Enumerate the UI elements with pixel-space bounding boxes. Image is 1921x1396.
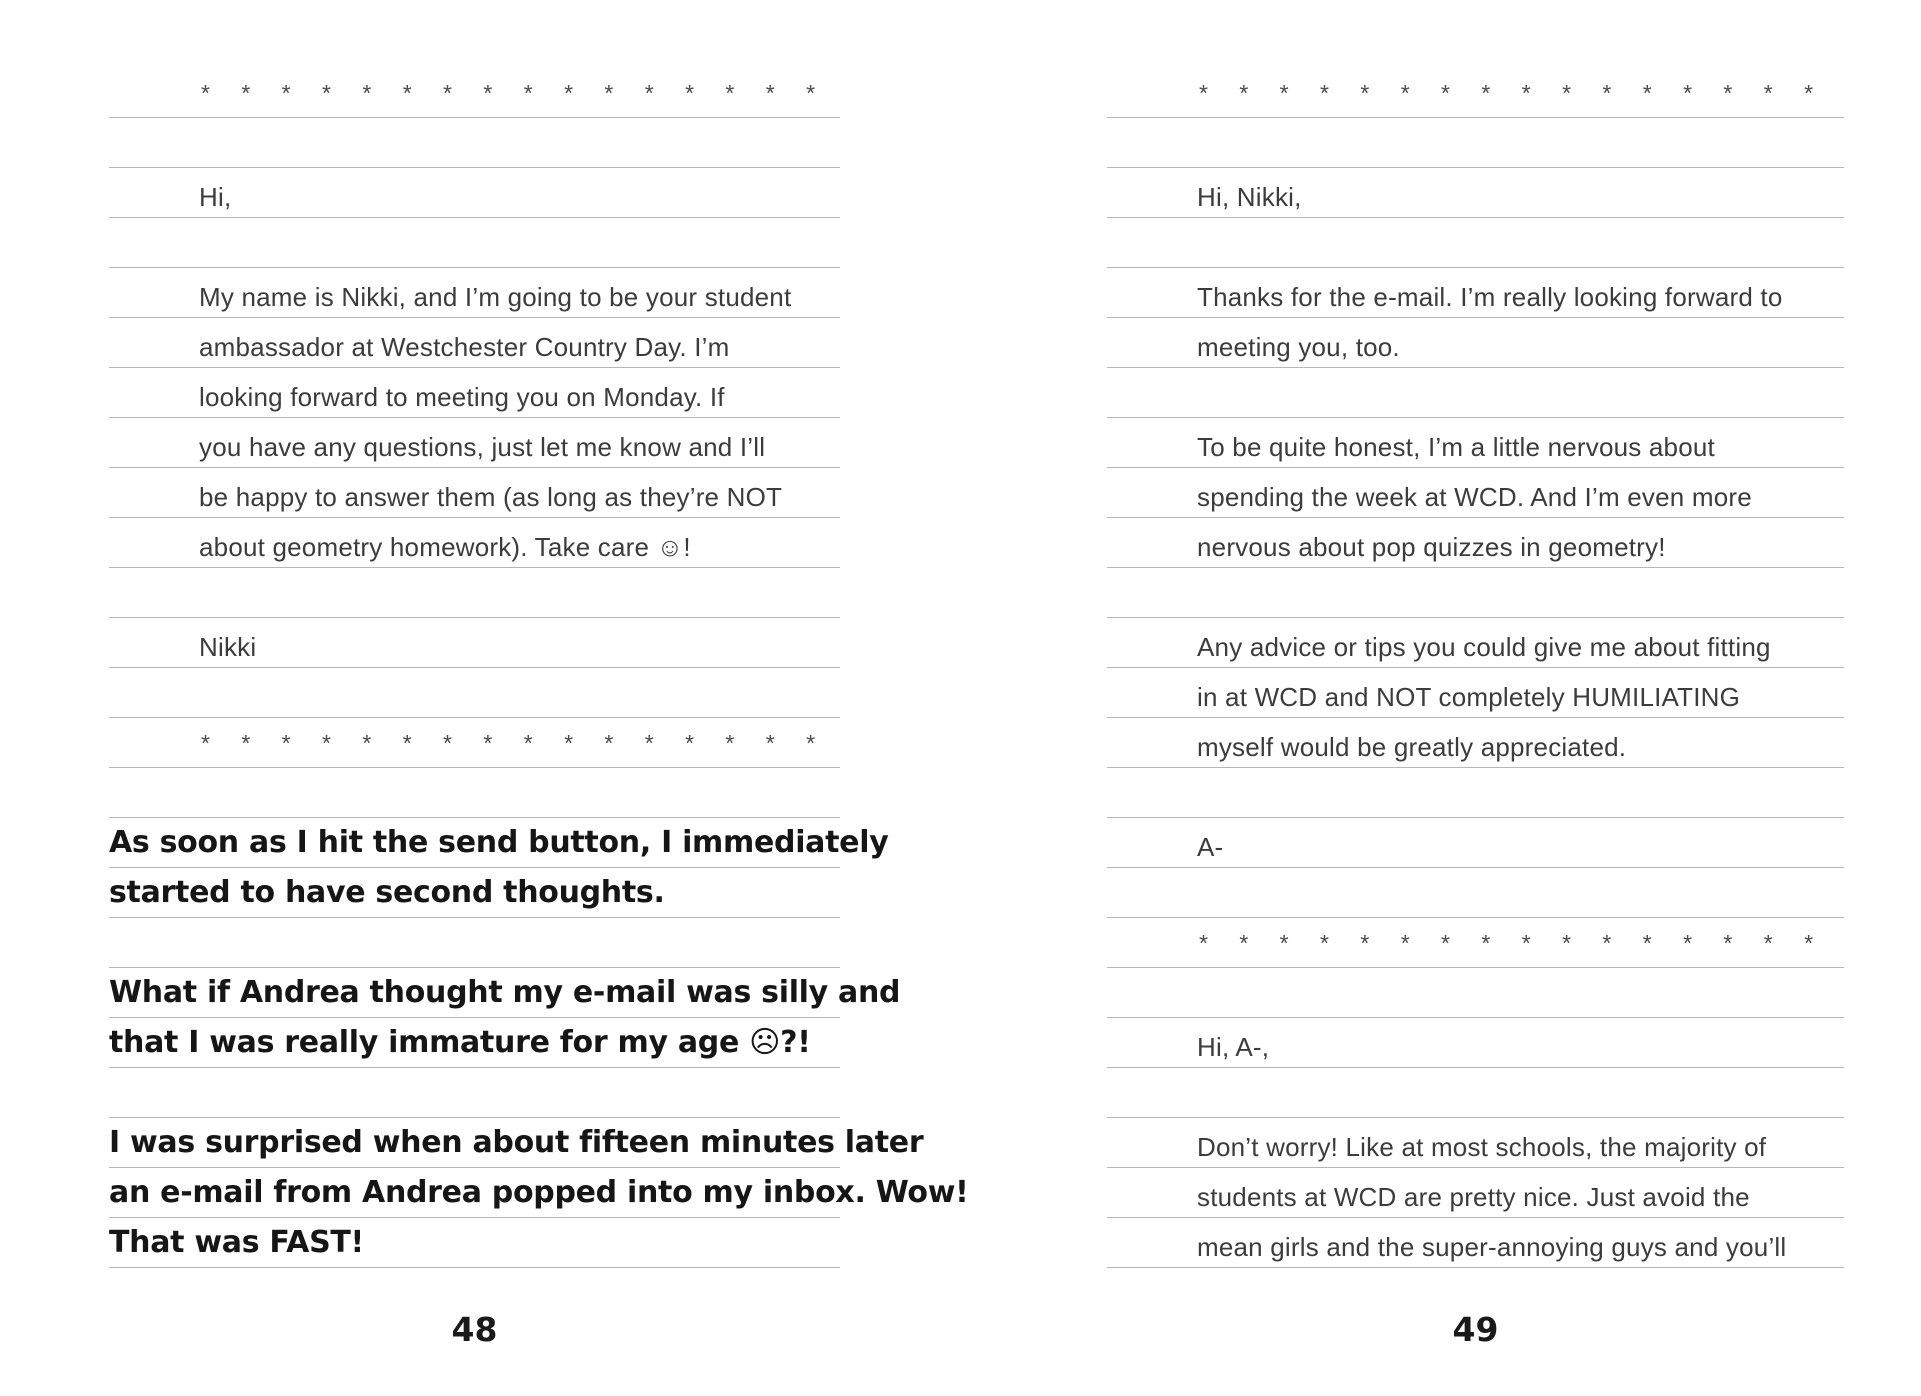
blank-ruled-line: [109, 768, 840, 818]
typed-text-line: [109, 268, 840, 318]
line-text: Hi, Nikki,: [1197, 182, 1302, 212]
blank-ruled-line: [1107, 868, 1844, 918]
blank-ruled-line: [109, 118, 840, 168]
typed-text-line: [1107, 518, 1844, 568]
line-text: Nikki: [199, 632, 257, 662]
line-text: Thanks for the e-mail. I’m really looking forward to: [1197, 282, 1783, 312]
separator-row: [1107, 68, 1844, 118]
typed-text-line: [109, 518, 840, 568]
typed-text-line: [1107, 618, 1844, 668]
typed-text-line: [1107, 418, 1844, 468]
blank-ruled-line: [1107, 368, 1844, 418]
handwritten-text-line: [109, 968, 901, 1018]
typed-text-line: [109, 368, 840, 418]
typed-text-line: [1107, 718, 1844, 768]
line-text: To be quite honest, I’m a little nervous about: [1197, 432, 1715, 462]
page-number: 49: [1452, 1310, 1499, 1349]
line-text: mean girls and the super-annoying guys and you’ll: [1197, 1232, 1787, 1262]
line-text: That was FAST!: [109, 1225, 364, 1260]
line-text: students at WCD are pretty nice. Just avoid the: [1197, 1182, 1750, 1212]
line-text: in at WCD and NOT completely HUMILIATING: [1197, 682, 1741, 712]
line-text: My name is Nikki, and I’m going to be your student: [199, 282, 792, 312]
blank-ruled-line: [1107, 568, 1844, 618]
line-text: A-: [1197, 832, 1224, 862]
blank-ruled-line: [1107, 768, 1844, 818]
line-text: about geometry homework). Take care ☺!: [199, 532, 691, 562]
separator-row: [109, 68, 840, 118]
blank-ruled-line: [109, 668, 840, 718]
book-page-left: [109, 68, 969, 1349]
line-text: spending the week at WCD. And I’m even more: [1197, 482, 1752, 512]
blank-ruled-line: [1107, 1068, 1844, 1118]
separator-row: [109, 718, 840, 768]
typed-text-line: [1107, 468, 1844, 518]
typed-text-line: [1107, 1218, 1844, 1268]
blank-ruled-line: [109, 218, 840, 268]
handwritten-text-line: [109, 818, 889, 868]
handwritten-text-line: [109, 1118, 924, 1168]
typed-text-line: [1107, 668, 1844, 718]
line-text: started to have second thoughts.: [109, 875, 665, 910]
book-page-right: [1107, 68, 1844, 1349]
line-text: As soon as I hit the send button, I immediately: [109, 825, 889, 860]
typed-text-line: [1107, 168, 1844, 218]
line-text: be happy to answer them (as long as they’re NOT: [199, 482, 783, 512]
blank-ruled-line: [1107, 218, 1844, 268]
line-text: Hi, A-,: [1197, 1032, 1270, 1062]
line-text: Any advice or tips you could give me about fitting: [1197, 632, 1771, 662]
page-number: 48: [451, 1310, 498, 1349]
handwritten-text-line: [109, 1218, 840, 1268]
typed-text-line: [1107, 268, 1844, 318]
line-text: looking forward to meeting you on Monday. If: [199, 382, 725, 412]
line-text: meeting you, too.: [1197, 332, 1400, 362]
line-text: you have any questions, just let me know and I’ll: [199, 432, 766, 462]
blank-ruled-line: [1107, 968, 1844, 1018]
typed-text-line: [109, 418, 840, 468]
blank-ruled-line: [109, 568, 840, 618]
typed-text-line: [1107, 1118, 1844, 1168]
separator-stars: * * * * * * * * * * * * * * * *: [1199, 80, 1815, 106]
typed-text-line: [1107, 818, 1844, 868]
line-text: nervous about pop quizzes in geometry!: [1197, 532, 1666, 562]
line-text: What if Andrea thought my e-mail was silly and: [109, 975, 901, 1010]
handwritten-text-line: [109, 868, 840, 918]
typed-text-line: [109, 318, 840, 368]
blank-ruled-line: [109, 1068, 840, 1118]
typed-text-line: [109, 618, 840, 668]
handwritten-text-line: [109, 1018, 840, 1068]
line-text: I was surprised when about fifteen minutes later: [109, 1125, 924, 1160]
handwritten-text-line: [109, 1168, 969, 1218]
ruled-rows: [109, 68, 969, 1268]
line-text: Hi,: [199, 182, 232, 212]
typed-text-line: [1107, 1168, 1844, 1218]
line-text: that I was really immature for my age ☹?!: [109, 1025, 811, 1060]
separator-stars: * * * * * * * * * * * * * * * *: [201, 80, 817, 106]
typed-text-line: [109, 468, 840, 518]
blank-ruled-line: [109, 918, 840, 968]
separator-stars: * * * * * * * * * * * * * * * *: [201, 730, 817, 756]
line-text: an e-mail from Andrea popped into my inbox. Wow!: [109, 1175, 969, 1210]
line-text: Don’t worry! Like at most schools, the majority of: [1197, 1132, 1767, 1162]
separator-stars: * * * * * * * * * * * * * * * *: [1199, 930, 1815, 956]
typed-text-line: [1107, 1018, 1844, 1068]
separator-row: [1107, 918, 1844, 968]
blank-ruled-line: [1107, 118, 1844, 168]
typed-text-line: [1107, 318, 1844, 368]
typed-text-line: [109, 168, 840, 218]
ruled-rows: [1107, 68, 1844, 1268]
line-text: ambassador at Westchester Country Day. I’m: [199, 332, 730, 362]
line-text: myself would be greatly appreciated.: [1197, 732, 1627, 762]
